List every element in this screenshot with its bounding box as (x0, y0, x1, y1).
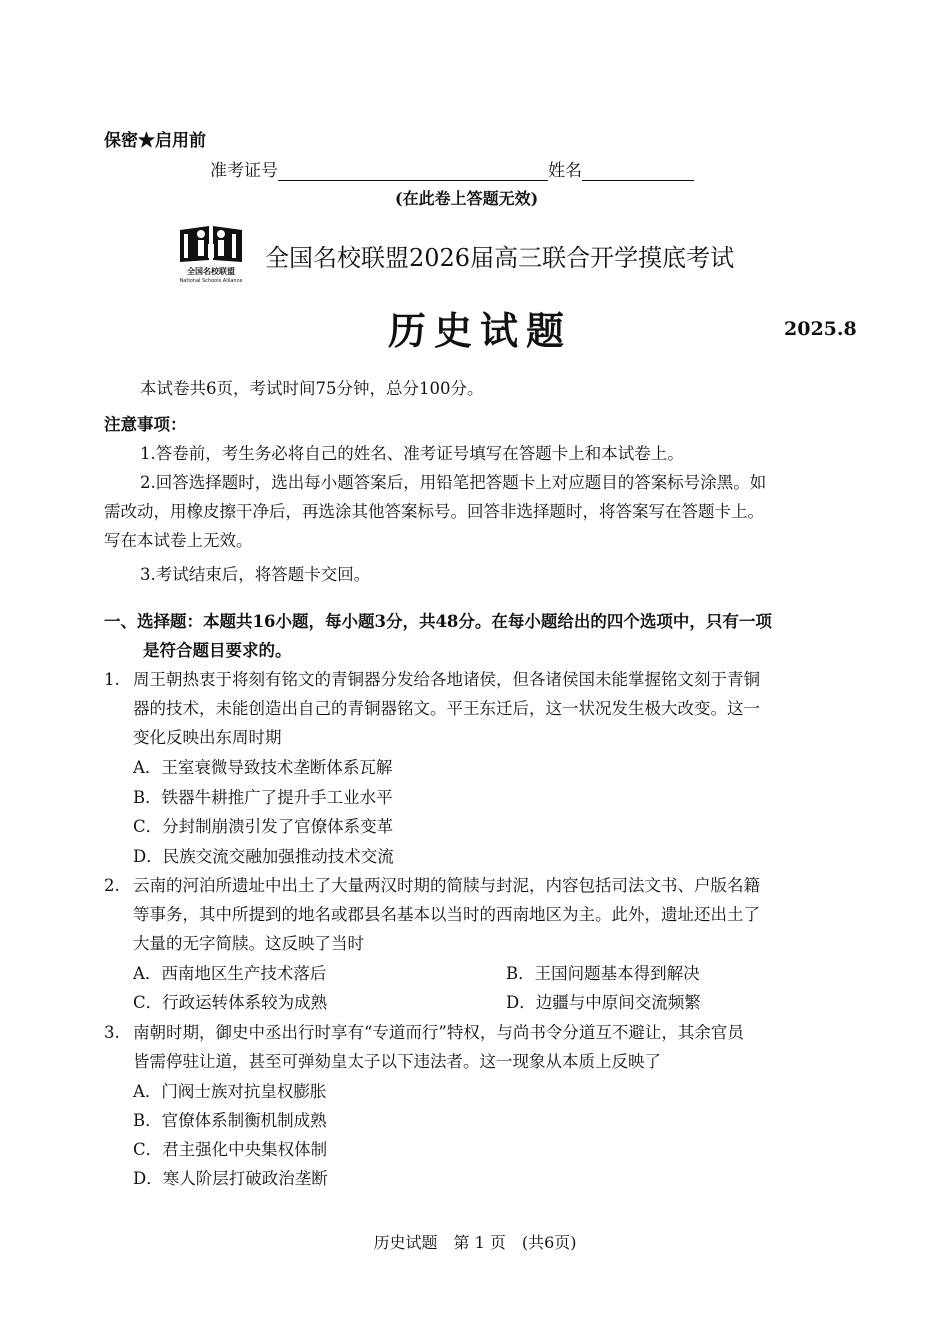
question-1-number: 1. (104, 670, 120, 689)
exam-title: 历史试题 (388, 308, 573, 353)
confidential-label: 保密★启用前 (104, 131, 206, 151)
note-2-line-1: 2.回答选择题时，选出每小题答案后，用铅笔把答题卡上对应题目的答案标号涂黑。如 (140, 473, 767, 492)
question-1-stem-line-3: 变化反映出东周时期 (133, 728, 282, 747)
invalid-note: (在此卷上答题无效) (395, 189, 539, 208)
logo-text-en: National Schools Alliance (179, 278, 243, 284)
logo-text-cn: 全国名校联盟 (187, 267, 235, 276)
question-1-option-c: C．分封制崩溃引发了官僚体系变革 (133, 817, 394, 836)
question-3-option-a: A．门阀士族对抗皇权膨胀 (133, 1082, 327, 1101)
question-3-option-c: C．君主强化中央集权体制 (133, 1140, 328, 1159)
question-2-number: 2. (104, 876, 120, 895)
note-2-line-2: 需改动，用橡皮擦干净后，再选涂其他答案标号。回答非选择题时，将答案写在答题卡上。 (104, 502, 764, 521)
question-3-option-b: B．官僚体系制衡机制成熟 (133, 1111, 327, 1130)
notes-heading: 注意事项： (104, 415, 187, 434)
exam-organization: 全国名校联盟2026届高三联合开学摸底考试 (265, 244, 735, 272)
question-2-option-a: A．西南地区生产技术落后 (133, 964, 327, 983)
question-1-option-d: D．民族交流交融加强推动技术交流 (133, 847, 394, 866)
question-3-option-d: D．寒人阶层打破政治垄断 (133, 1169, 328, 1188)
question-2-option-d: D．边疆与中原间交流频繁 (506, 993, 701, 1012)
section-1-heading-line-1: 一、选择题：本题共16小题，每小题3分，共48分。在每小题给出的四个选项中，只有一项 (104, 612, 772, 631)
question-2-stem-line-2: 等事务，其中所提到的地名或郡县名基本以当时的西南地区为主。此外，遗址还出土了 (133, 905, 760, 924)
exam-date: 2025.8 (784, 318, 857, 340)
name-label: 姓名 (548, 161, 582, 181)
question-1-option-b: B．铁器牛耕推广了提升手工业水平 (133, 788, 393, 807)
question-2-stem-line-1: 云南的河泊所遗址中出土了大量两汉时期的简牍与封泥，内容包括司法文书、户版名籍 (133, 876, 760, 895)
exam-info: 本试卷共6页，考试时间75分钟，总分100分。 (140, 379, 484, 398)
question-1-stem-line-1: 周王朝热衷于将刻有铭文的青铜器分发给各地诸侯，但各诸侯国未能掌握铭文刻于青铜 (133, 670, 760, 689)
question-2-option-c: C．行政运转体系较为成熟 (133, 993, 328, 1012)
question-2-option-b: B．王国问题基本得到解决 (506, 964, 700, 983)
candidate-id-row (210, 156, 694, 181)
name-blank (582, 162, 694, 181)
alliance-logo (176, 220, 246, 290)
open-book-icon (176, 220, 246, 266)
candidate-id-label: 准考证号 (210, 161, 278, 181)
note-3: 3.考试结束后，将答题卡交回。 (140, 565, 371, 584)
question-2-stem-line-3: 大量的无字简牍。这反映了当时 (133, 934, 364, 953)
note-1: 1.答卷前，考生务必将自己的姓名、准考证号填写在答题卡上和本试卷上。 (140, 444, 684, 463)
question-3-number: 3. (104, 1023, 120, 1042)
page-footer: 历史试题 第 1 页 (共6页) (373, 1233, 577, 1252)
question-1-stem-line-2: 器的技术，未能创造出自己的青铜器铭文。平王东迁后，这一状况发生极大改变。这一 (133, 699, 760, 718)
note-2-line-3: 写在本试卷上无效。 (104, 531, 253, 550)
question-3-stem-line-2: 皆需停驻让道，甚至可弹劾皇太子以下违法者。这一现象从本质上反映了 (133, 1052, 661, 1071)
candidate-id-blank (278, 162, 548, 181)
question-1-option-a: A．王室衰微导致技术垄断体系瓦解 (133, 758, 393, 777)
section-1-heading-line-2: 是符合题目要求的。 (143, 641, 292, 660)
question-3-stem-line-1: 南朝时期，御史中丞出行时享有“专道而行”特权，与尚书令分道互不避让，其余官员 (133, 1023, 744, 1042)
